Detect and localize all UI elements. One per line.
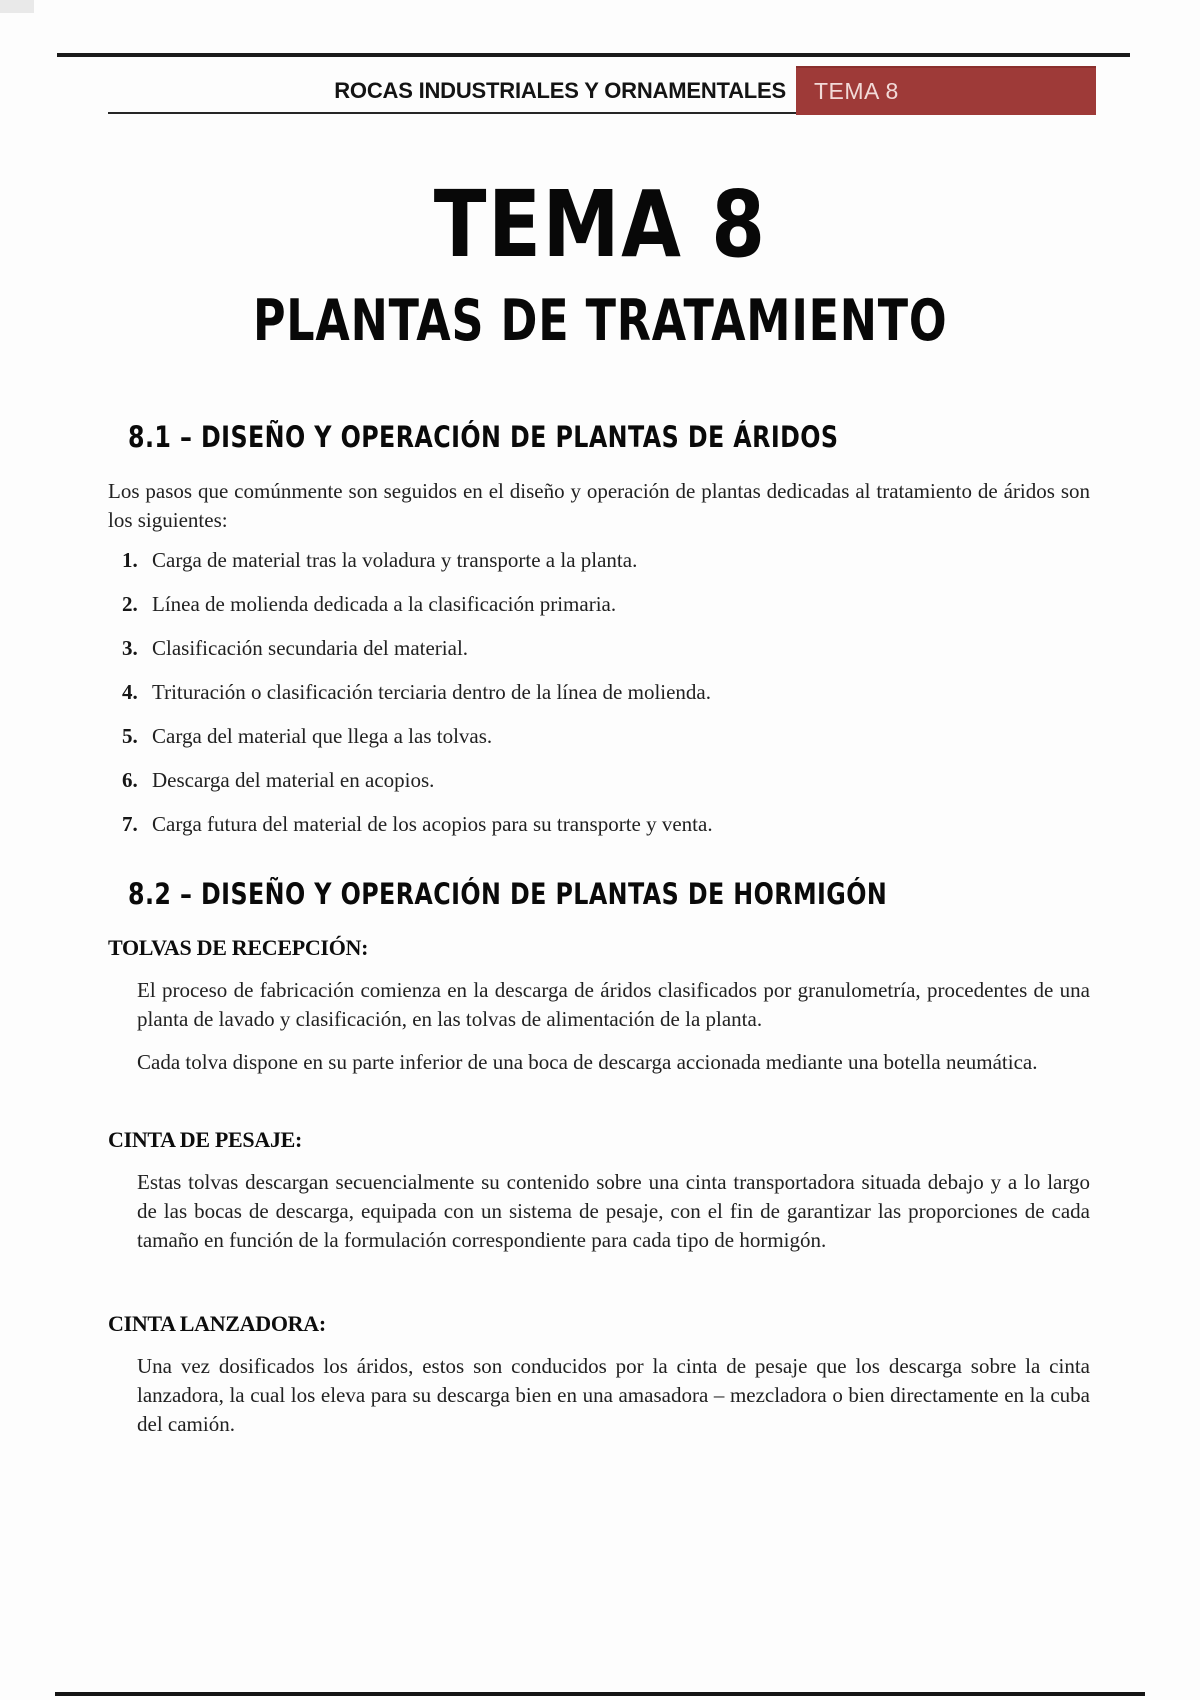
subsection-cinta-de-pesaje bbox=[108, 1126, 1090, 1255]
header-tema-badge: TEMA 8 bbox=[796, 66, 1096, 115]
subsection-tolvas-de-recepcion bbox=[108, 934, 1090, 1077]
header-top-rule bbox=[57, 53, 1130, 57]
list-item-number: 7. bbox=[122, 812, 138, 836]
subsection-paragraph: Estas tolvas descargan secuencialmente su contenido sobre una cinta transportadora situada debajo y a lo largo de las bocas de descarga, equipada con un sistema de pesaje, con el fin de garantizar las proporciones de cada tamaño en función de la formulación correspondiente para cada tipo de hormigón. bbox=[137, 1170, 1090, 1252]
page-subtitle bbox=[0, 288, 1200, 354]
list-item bbox=[122, 546, 1090, 575]
list-item-text: Línea de molienda dedicada a la clasificación primaria. bbox=[152, 592, 617, 616]
list-item-text: Carga futura del material de los acopios para su transporte y venta. bbox=[152, 812, 713, 836]
section-82-heading-text: 8.2 – DISEÑO Y OPERACIÓN DE PLANTAS DE HORMIGÓN bbox=[128, 877, 888, 911]
footer-rule bbox=[55, 1692, 1145, 1696]
list-item-text: Carga del material que llega a las tolvas. bbox=[152, 724, 493, 748]
section-81-intro-paragraph: Los pasos que comúnmente son seguidos en el diseño y operación de plantas dedicadas al tratamiento de áridos son los siguientes: bbox=[108, 479, 1090, 532]
list-item bbox=[122, 722, 1090, 751]
list-item bbox=[122, 678, 1090, 707]
list-item-number: 4. bbox=[122, 680, 138, 704]
page-subtitle-text: PLANTAS DE TRATAMIENTO bbox=[252, 288, 948, 354]
page-title bbox=[0, 171, 1200, 278]
section-81-heading bbox=[128, 420, 994, 454]
section-82-heading bbox=[128, 877, 1054, 911]
subsection-heading: CINTA DE PESAJE: bbox=[108, 1127, 303, 1152]
list-item-number: 6. bbox=[122, 768, 138, 792]
section-81-heading-text: 8.1 – DISEÑO Y OPERACIÓN DE PLANTAS DE ÁRIDOS bbox=[128, 420, 839, 454]
scan-artifact-corner bbox=[0, 0, 34, 13]
list-item-text: Carga de material tras la voladura y transporte a la planta. bbox=[152, 548, 638, 572]
subsection-cinta-lanzadora bbox=[108, 1310, 1090, 1439]
page-title-text: TEMA 8 bbox=[433, 171, 767, 278]
subsection-heading: CINTA LANZADORA: bbox=[108, 1311, 326, 1336]
list-item-text: Descarga del material en acopios. bbox=[152, 768, 435, 792]
list-item-number: 3. bbox=[122, 636, 138, 660]
subsection-heading: TOLVAS DE RECEPCIÓN: bbox=[108, 935, 369, 960]
list-item-text: Trituración o clasificación terciaria dentro de la línea de molienda. bbox=[152, 680, 712, 704]
header-underline-rule bbox=[108, 112, 796, 114]
list-item bbox=[122, 810, 1090, 839]
list-item bbox=[122, 634, 1090, 663]
subsection-paragraph: Una vez dosificados los áridos, estos son conducidos por la cinta de pesaje que los descarga sobre la cinta lanzadora, la cual los eleva para su descarga bien en una amasadora – mezcladora o bien directamente en la cuba del camión. bbox=[137, 1354, 1090, 1436]
list-item bbox=[122, 766, 1090, 795]
steps-list bbox=[122, 546, 1090, 854]
subsection-paragraph: El proceso de fabricación comienza en la descarga de áridos clasificados por granulometría, procedentes de una planta de lavado y clasificación, en las tolvas de alimentación de la planta. bbox=[137, 978, 1090, 1031]
list-item-number: 1. bbox=[122, 548, 138, 572]
list-item-number: 5. bbox=[122, 724, 138, 748]
subsection-paragraph: Cada tolva dispone en su parte inferior de una boca de descarga accionada mediante una botella neumática. bbox=[137, 1050, 1038, 1074]
header-course-title: ROCAS INDUSTRIALES Y ORNAMENTALES bbox=[334, 78, 786, 103]
list-item-text: Clasificación secundaria del material. bbox=[152, 636, 469, 660]
list-item bbox=[122, 590, 1090, 619]
list-item-number: 2. bbox=[122, 592, 138, 616]
